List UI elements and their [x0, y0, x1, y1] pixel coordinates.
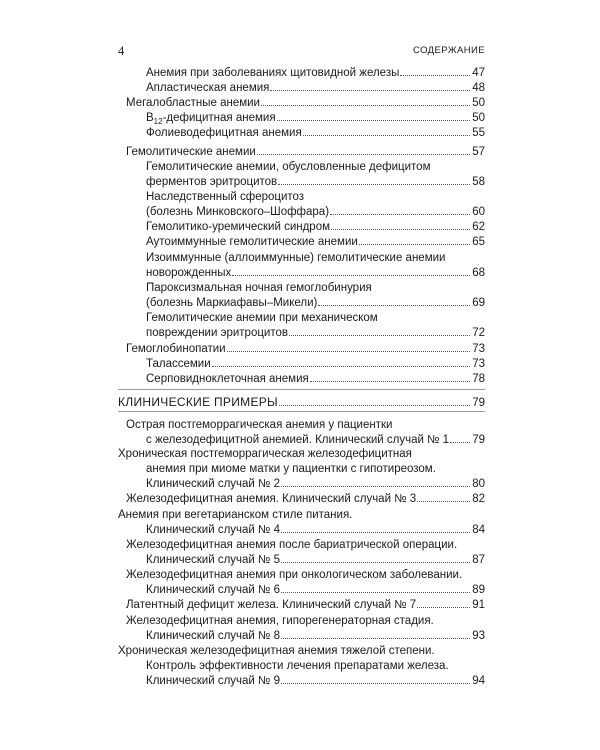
section-title: СОДЕРЖАНИЕ	[413, 45, 485, 56]
toc-entry-title: Фолиеводефицитная анемия	[146, 127, 302, 139]
dot-leader	[359, 244, 470, 245]
toc-page-number: 79	[472, 434, 485, 446]
dot-leader	[330, 214, 470, 215]
section-divider	[118, 411, 485, 412]
dot-leader	[331, 229, 470, 230]
toc-page-number: 82	[472, 493, 485, 505]
toc-page-number: 57	[472, 146, 485, 158]
toc-entry-title: Анемия при вегетарианском стиле питания.	[118, 509, 353, 521]
toc-entry-title: Железодефицитная анемия после бариатрической операции.	[126, 539, 458, 551]
toc-page-number: 50	[472, 97, 485, 109]
toc-entry-title: Железодефицитная анемия, гипорегенераторная стадия.	[126, 615, 434, 627]
toc-entry-title: Мегалобластные анемии	[126, 97, 260, 109]
toc-entry-text: -дефицитная анемия	[162, 112, 276, 124]
toc-entry-title: Апластическая анемия	[146, 82, 270, 94]
dot-leader	[303, 135, 471, 136]
toc-entry-title: Гемолитико-уремический синдром	[146, 221, 330, 233]
dot-leader	[310, 381, 470, 382]
toc-entry-title: Контроль эффективности лечения препаратами железа.	[146, 660, 449, 672]
toc-entry-subscript: 12	[153, 117, 163, 126]
toc-entry-title: Гемоглобинопатии	[126, 343, 226, 355]
toc-page-number: 73	[472, 343, 485, 355]
page-header	[118, 44, 485, 58]
toc-entry-prefix: B	[146, 112, 154, 124]
toc-entry-title: Наследственный сфероцитоз	[146, 191, 305, 203]
toc-page-number: 89	[472, 584, 485, 596]
toc-page-number: 73	[472, 358, 485, 370]
dot-leader	[417, 501, 470, 502]
toc-page-number: 58	[472, 176, 485, 188]
toc-entry-title: (болезнь Минковского–Шоффара)	[146, 206, 330, 218]
section-divider	[118, 389, 485, 390]
toc-entry-title: Хроническая постгеморрагическая железодефицитная	[118, 448, 412, 460]
dot-leader	[212, 366, 471, 367]
dot-leader	[270, 90, 470, 91]
toc-entry-title: повреждении эритроцитов	[146, 327, 288, 339]
toc-entry-title: Серповидноклеточная анемия	[146, 373, 309, 385]
dot-leader	[281, 638, 470, 639]
dot-leader	[318, 305, 470, 306]
dot-leader	[281, 683, 470, 684]
toc-entry-title: Гемолитические анемии	[126, 146, 256, 158]
toc-entry-title: Гемолитические анемии при механическом	[146, 312, 378, 324]
dot-leader	[281, 486, 470, 487]
toc-entry-title: Латентный дефицит железа. Клинический случай № 7	[126, 599, 417, 611]
toc-page-number: 80	[472, 478, 485, 490]
toc-page-number: 68	[472, 267, 485, 279]
toc-page-number: 50	[472, 112, 485, 124]
toc-entry-title: Пароксизмальная ночная гемоглобинурия	[146, 282, 372, 294]
toc-page-number: 91	[472, 599, 485, 611]
toc-page-number: 94	[472, 675, 485, 687]
toc-entry-title: ферментов эритроцитов	[146, 176, 278, 188]
toc-page-number: 62	[472, 221, 485, 233]
dot-leader	[450, 442, 470, 443]
toc-entry-title: Клинический случай № 6	[146, 584, 280, 596]
dot-leader	[261, 105, 470, 106]
toc-entry-title: Клинический случай № 4	[146, 524, 280, 536]
toc-entry-title: (болезнь Маркиафавы–Микели)	[146, 297, 318, 309]
dot-leader	[257, 154, 470, 155]
dot-leader	[279, 405, 470, 406]
dot-leader	[417, 607, 470, 608]
toc-entry-title: новорожденных	[146, 267, 232, 279]
toc-page-number: 60	[472, 206, 485, 218]
toc-entry-title: Клинический случай № 5	[146, 554, 280, 566]
dot-leader	[281, 592, 470, 593]
toc-page-number: 87	[472, 554, 485, 566]
dot-leader	[289, 335, 470, 336]
toc-page-number: 47	[472, 67, 485, 79]
toc-entry-title: с железодефицитной анемией. Клинический случай № 1	[146, 434, 450, 446]
toc-entry-title: Острая постгеморрагическая анемия у пациентки	[126, 419, 393, 431]
toc-entry-title: Анемия при заболеваниях щитовидной железы	[146, 67, 400, 79]
toc-page-number: 78	[472, 373, 485, 385]
toc-page-number: 48	[472, 82, 485, 94]
toc-entry-title: Клинический случай № 8	[146, 630, 280, 642]
page-number: 4	[118, 44, 125, 58]
toc-page-number: 79	[472, 397, 485, 409]
toc-entry-title: Хроническая железодефицитная анемия тяжелой степени.	[118, 645, 435, 657]
toc-page-number: 84	[472, 524, 485, 536]
toc-entry-title: Талассемии	[146, 358, 211, 370]
toc-page-number: 65	[472, 236, 485, 248]
toc-entry-title: Железодефицитная анемия. Клинический случай № 3	[126, 493, 417, 505]
toc-entry-title: Аутоиммунные гемолитические анемии	[146, 236, 358, 248]
toc-page-number: 55	[472, 127, 485, 139]
toc-entry-title: Клинический случай № 9	[146, 675, 280, 687]
toc-entry-title: Изоиммунные (аллоиммунные) гемолитические анемии	[146, 252, 446, 264]
dot-leader	[281, 562, 470, 563]
dot-leader	[281, 532, 470, 533]
toc-page-number: 69	[472, 297, 485, 309]
dot-leader	[400, 75, 470, 76]
toc-page-number: 93	[472, 630, 485, 642]
toc-page-number: 72	[472, 327, 485, 339]
toc-entry-title: Клинический случай № 2	[146, 478, 280, 490]
toc-entry-title: Гемолитические анемии, обусловленные дефицитом	[146, 161, 431, 173]
dot-leader	[232, 275, 470, 276]
dot-leader	[277, 120, 471, 121]
dot-leader	[278, 184, 470, 185]
toc-entry-title: КЛИНИЧЕСКИЕ ПРИМЕРЫ	[118, 395, 278, 409]
dot-leader	[227, 351, 471, 352]
toc-entry-title: анемия при миоме матки у пациентки с гипотиреозом.	[146, 463, 436, 475]
toc-entry-title: Железодефицитная анемия при онкологическом заболевании.	[126, 569, 463, 581]
